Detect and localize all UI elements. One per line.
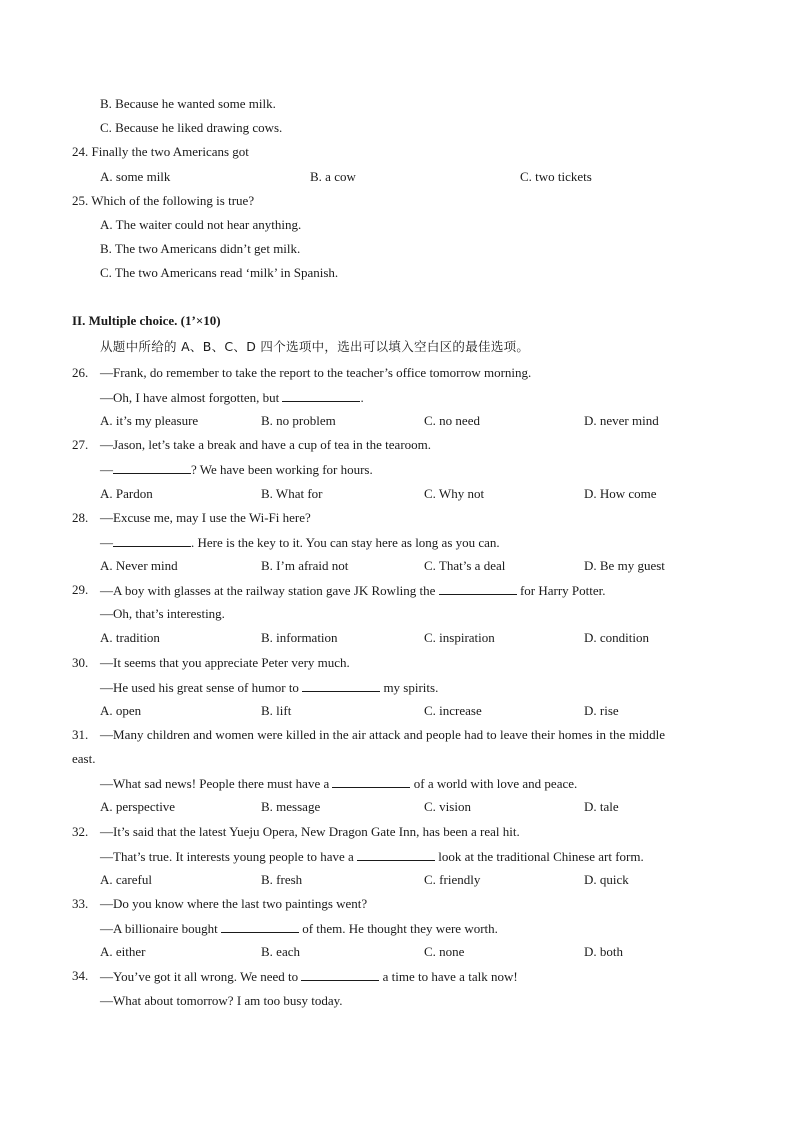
option-c: C. vision xyxy=(424,799,471,814)
option-d: D. rise xyxy=(584,703,619,718)
option-b: B. information xyxy=(261,630,338,645)
line-text: — xyxy=(100,462,113,477)
option-a: A. it’s my pleasure xyxy=(100,413,199,428)
q24-option-c: C. two tickets xyxy=(520,169,592,184)
option-d: D. How come xyxy=(584,486,657,501)
line-text: —You’ve got it all wrong. We need to xyxy=(100,969,302,984)
option-d: D. Be my guest xyxy=(584,558,665,573)
line-text: . xyxy=(360,390,364,405)
option-b: B. each xyxy=(261,944,300,959)
line-text: ? We have been working for hours. xyxy=(191,462,373,477)
question-number: 32. xyxy=(72,824,89,839)
option-c: C. inspiration xyxy=(424,630,495,645)
option-a: A. open xyxy=(100,703,142,718)
option-d: D. tale xyxy=(584,799,619,814)
q25-option-c: C. The two Americans read ‘milk’ in Spanish. xyxy=(100,265,339,280)
section-title: II. Multiple choice. (1’×10) xyxy=(72,313,221,328)
question-line: —Oh, that’s interesting. xyxy=(100,606,225,621)
answer-blank xyxy=(332,775,410,788)
question-number: 34. xyxy=(72,968,89,983)
q25-option-a: A. The waiter could not hear anything. xyxy=(100,217,302,232)
question-line: —It seems that you appreciate Peter very much. xyxy=(100,655,350,670)
section-instruction: 从题中所给的 A、B、C、D 四个选项中，选出可以填入空白区的最佳选项。 xyxy=(100,339,530,354)
line-text: of a world with love and peace. xyxy=(410,776,578,791)
question-line xyxy=(100,968,518,985)
line-text: for Harry Potter. xyxy=(516,583,606,598)
line-text: —Oh, I have almost forgotten, but xyxy=(100,390,283,405)
option-a: A. perspective xyxy=(100,799,176,814)
answer-blank xyxy=(301,968,379,981)
q23-option-b: B. Because he wanted some milk. xyxy=(100,96,276,111)
question-line: —Jason, let’s take a break and have a cup of tea in the tearoom. xyxy=(100,437,432,452)
option-c: C. no need xyxy=(424,413,480,428)
question-line xyxy=(100,848,644,865)
line-text: a time to have a talk now! xyxy=(379,969,518,984)
option-d: D. quick xyxy=(584,872,629,887)
question-line: —Many children and women were killed in the air attack and people had to leave their homes in the middle xyxy=(100,727,666,742)
line-text: — xyxy=(100,535,113,550)
question-line xyxy=(100,920,498,937)
question-number: 27. xyxy=(72,437,89,452)
option-d: D. condition xyxy=(584,630,649,645)
question-line: —It’s said that the latest Yueju Opera, New Dragon Gate Inn, has been a real hit. xyxy=(100,824,520,839)
option-d: D. never mind xyxy=(584,413,659,428)
question-line: —Do you know where the last two paintings went? xyxy=(100,896,368,911)
option-a: A. Pardon xyxy=(100,486,153,501)
option-b: B. lift xyxy=(261,703,292,718)
question-line xyxy=(100,389,364,406)
q25-option-b: B. The two Americans didn’t get milk. xyxy=(100,241,301,256)
question-line: —Frank, do remember to take the report to the teacher’s office tomorrow morning. xyxy=(100,365,532,380)
option-b: B. fresh xyxy=(261,872,303,887)
line-text: —What sad news! People there must have a xyxy=(100,776,333,791)
answer-blank xyxy=(439,582,517,595)
question-line-continued: east. xyxy=(72,751,96,766)
question-number: 29. xyxy=(72,582,89,597)
question-number: 28. xyxy=(72,510,89,525)
option-c: C. friendly xyxy=(424,872,481,887)
question-line xyxy=(100,679,438,696)
line-text: . Here is the key to it. You can stay here as long as you can. xyxy=(191,535,500,550)
q24-option-b: B. a cow xyxy=(310,169,356,184)
answer-blank xyxy=(221,920,299,933)
question-line xyxy=(100,534,500,551)
line-text: —A boy with glasses at the railway station gave JK Rowling the xyxy=(100,583,439,598)
option-a: A. either xyxy=(100,944,146,959)
q24-option-a: A. some milk xyxy=(100,169,171,184)
option-a: A. tradition xyxy=(100,630,160,645)
option-a: A. careful xyxy=(100,872,152,887)
question-number: 30. xyxy=(72,655,89,670)
answer-blank xyxy=(113,461,191,474)
line-text: of them. He thought they were worth. xyxy=(298,921,498,936)
answer-blank xyxy=(282,389,360,402)
question-number: 26. xyxy=(72,365,89,380)
line-text: —A billionaire bought xyxy=(100,921,221,936)
option-c: C. Why not xyxy=(424,486,485,501)
line-text: look at the traditional Chinese art form. xyxy=(435,849,644,864)
option-c: C. That’s a deal xyxy=(424,558,506,573)
option-a: A. Never mind xyxy=(100,558,178,573)
question-line: —Excuse me, may I use the Wi-Fi here? xyxy=(100,510,311,525)
option-d: D. both xyxy=(584,944,623,959)
q23-option-c: C. Because he liked drawing cows. xyxy=(100,120,283,135)
question-number: 33. xyxy=(72,896,89,911)
q24-stem: 24. Finally the two Americans got xyxy=(72,144,249,159)
q25-stem: 25. Which of the following is true? xyxy=(72,193,255,208)
answer-blank xyxy=(113,534,191,547)
line-text: —That’s true. It interests young people to have a xyxy=(100,849,358,864)
option-c: C. none xyxy=(424,944,465,959)
option-b: B. I’m afraid not xyxy=(261,558,349,573)
option-b: B. What for xyxy=(261,486,323,501)
answer-blank xyxy=(302,679,380,692)
option-b: B. no problem xyxy=(261,413,336,428)
line-text: —He used his great sense of humor to xyxy=(100,680,303,695)
line-text: my spirits. xyxy=(380,680,439,695)
question-line: —What about tomorrow? I am too busy today. xyxy=(100,993,343,1008)
option-b: B. message xyxy=(261,799,321,814)
option-c: C. increase xyxy=(424,703,482,718)
question-number: 31. xyxy=(72,727,89,742)
question-line xyxy=(100,775,577,792)
question-line xyxy=(100,461,373,478)
question-line xyxy=(100,582,606,599)
answer-blank xyxy=(357,848,435,861)
